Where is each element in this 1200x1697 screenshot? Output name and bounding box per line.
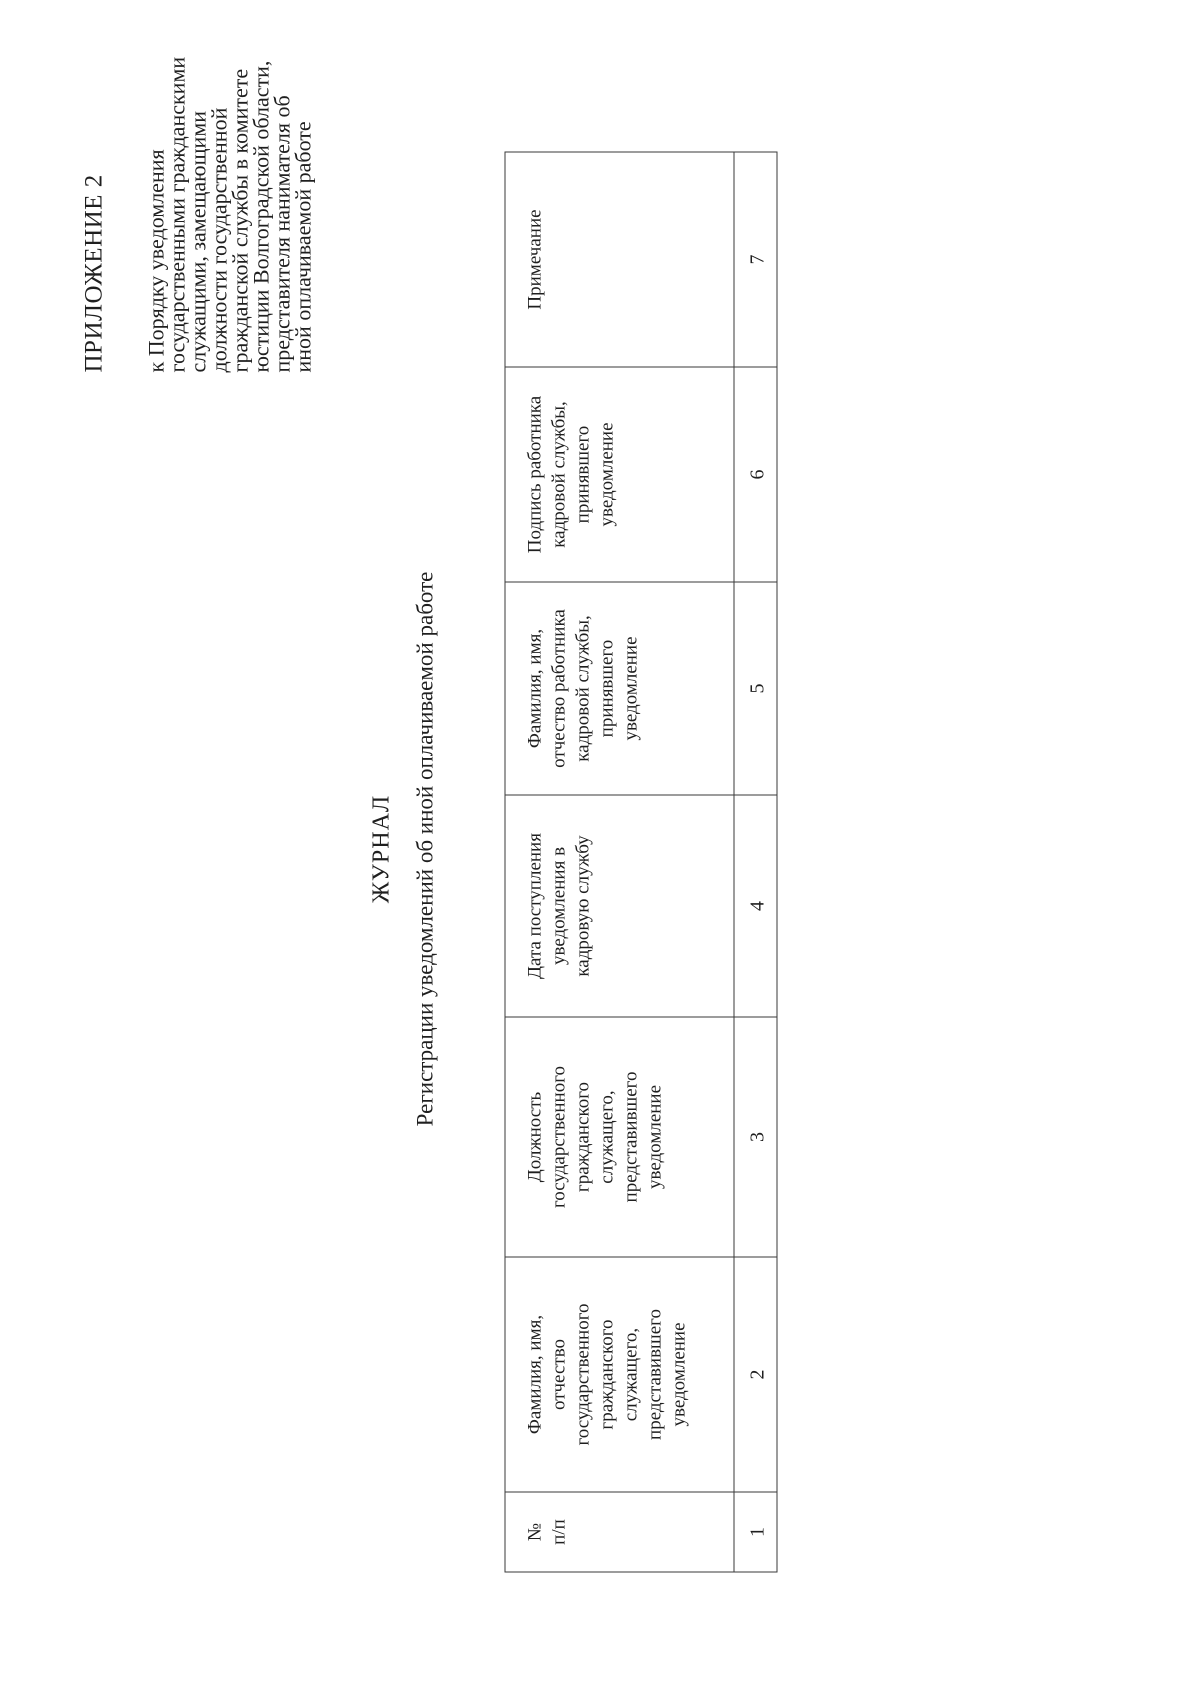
order-line: юстиции Волгоградской области, [248, 60, 273, 372]
journal-title: ЖУРНАЛ [368, 794, 394, 903]
header-line: уведомление [644, 1084, 665, 1189]
header-cell-number [505, 1492, 734, 1572]
header-line: п/п [548, 1518, 569, 1545]
order-line: служащими, замещающими [185, 110, 210, 372]
header-cell-hr-employee-name [505, 582, 734, 795]
column-number: 2 [734, 1257, 777, 1492]
order-line: иной оплачиваемой работе [290, 120, 315, 372]
header-cell-note [505, 152, 734, 367]
header-line: отчество работника [548, 608, 569, 768]
header-line: гражданского [572, 1081, 593, 1192]
order-reference [145, 12, 313, 372]
header-line: кадровую службу [572, 834, 593, 977]
header-cell-employee-name [505, 1257, 734, 1492]
header-cell-employee-position [505, 1017, 734, 1257]
order-line: гражданской службы в комитете [227, 68, 252, 372]
column-number: 1 [734, 1492, 777, 1572]
header-line: Подпись работника [524, 395, 545, 553]
header-row [505, 152, 734, 1572]
header-line: служащего, [620, 1327, 641, 1421]
header-line: принявшего [596, 639, 617, 737]
header-line: государственного [548, 1065, 569, 1208]
header-line: гражданского [596, 1318, 617, 1430]
column-number: 7 [734, 152, 777, 367]
journal-table [504, 151, 777, 1572]
header-line: кадровой службы, [572, 614, 593, 762]
header-line: Примечание [524, 208, 545, 310]
column-number-row [734, 152, 777, 1572]
header-line: Фамилия, имя, [524, 1314, 545, 1434]
header-line: уведомление [596, 421, 617, 527]
header-line: представившего [644, 1308, 665, 1440]
header-line: служащего, [596, 1089, 617, 1184]
header-line: Дата поступления [524, 832, 545, 979]
header-line: Должность [524, 1091, 545, 1182]
header-line: кадровой службы, [548, 400, 569, 548]
column-number: 3 [734, 1017, 777, 1257]
header-line: уведомления в [548, 846, 569, 965]
header-cell-hr-signature [505, 367, 734, 582]
header-line: Фамилия, имя, [524, 628, 545, 748]
order-line: представителя нанимателя об [269, 94, 294, 372]
order-line: к Порядку уведомления [143, 148, 168, 372]
header-line: государственного [572, 1302, 593, 1446]
header-line: представившего [620, 1071, 641, 1202]
column-number: 4 [734, 795, 777, 1017]
order-line: должности государственной [206, 107, 231, 372]
appendix-label: ПРИЛОЖЕНИЕ 2 [80, 173, 107, 372]
header-line: № [524, 1522, 545, 1541]
journal-subtitle: Регистрации уведомлений об иной оплачиваемой работе [412, 571, 437, 1126]
header-line: отчество [548, 1338, 569, 1410]
column-number: 5 [734, 582, 777, 795]
header-line: принявшего [572, 425, 593, 523]
header-line: уведомление [620, 635, 641, 741]
header-line: уведомление [668, 1321, 689, 1427]
column-number: 6 [734, 367, 777, 582]
header-cell-receipt-date [505, 795, 734, 1017]
order-line: государственными гражданскими [164, 56, 189, 372]
